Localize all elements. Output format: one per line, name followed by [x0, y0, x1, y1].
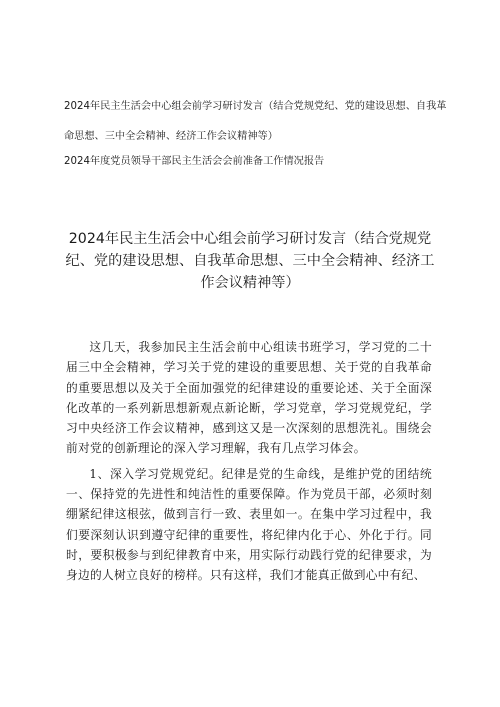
document-body: [66, 337, 432, 586]
toc-item[interactable]: 2024年度党员领导干部民主生活会会前准备工作情况报告: [64, 156, 325, 167]
table-of-contents: [64, 100, 449, 169]
document-title: 2024年民主生活会中心组会前学习研讨发言（结合党规党纪、党的建设思想、自我革命思想、三中全会精神、经济工作会议精神等）: [65, 231, 435, 291]
body-paragraph: 1、深入学习党规党纪。纪律是党的生命线，是维护党的团结统一、保持党的先进性和纯洁性的重要保障。作为党员干部，必须时刻绷紧纪律这根弦，做到言行一致、表里如一。在集中学习过程中，我们要深刻认识到遵守纪律的重要性，将纪律内化于心、外化于行。同时，要积极参与到纪律教育中来，用实际行动践行党的纪律要求，为身边的人树立良好的榜样。只有这样，我们才能真正做到心中有纪、: [66, 466, 432, 583]
body-paragraph: 这几天，我参加民主生活会前中心组读书班学习，学习党的二十届三中全会精神，学习关于党的建设的重要思想、关于党的自我革命的重要思想以及关于全面加强党的纪律建设的重要论述、关于全面深化改革的一系列新思想新观点新论断，学习党章，学习党规党纪，学习中央经济工作会议精神，感到这又是一次深刻的思想洗礼。围绕会前对党的创新理论的深入学习理解，我有几点学习体会。: [66, 340, 432, 456]
toc-item[interactable]: 2024年民主生活会中心组会前学习研讨发言（结合党规党纪、党的建设思想、自我革命思想、三中全会精神、经济工作会议精神等）: [64, 101, 447, 142]
